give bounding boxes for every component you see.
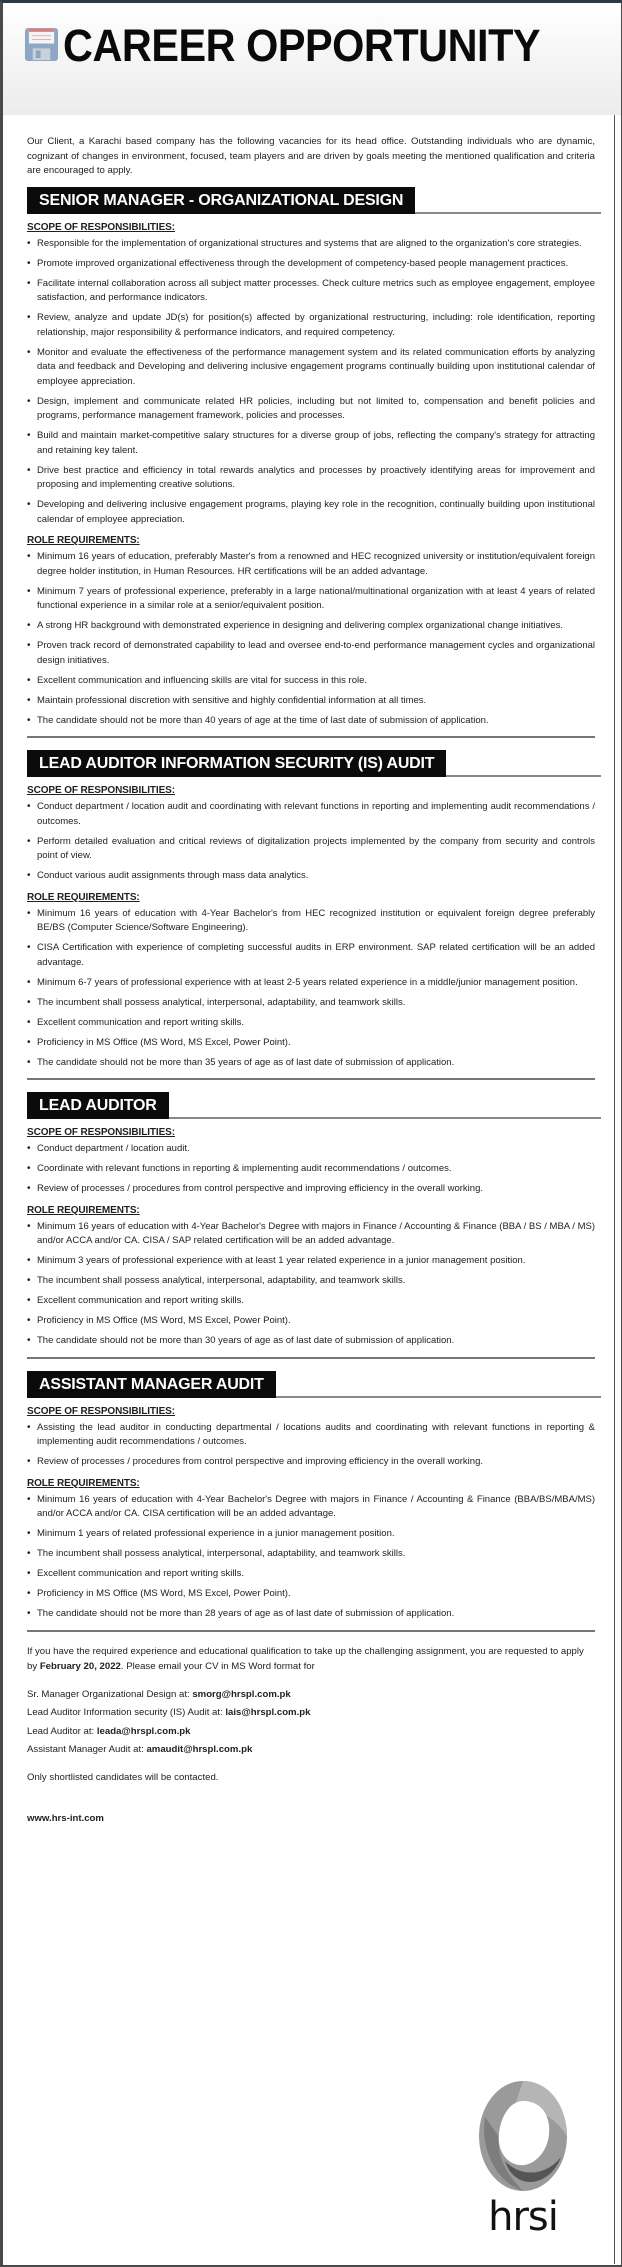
- list-item: • Excellent communication and report writing skills.: [27, 1567, 595, 1582]
- deadline-date: February 20, 2022: [39, 1660, 121, 1672]
- requirements-heading: ROLE REQUIREMENTS:: [27, 535, 140, 546]
- list-item: • Proficiency in MS Office (MS Word, MS Excel, Power Point).: [27, 1587, 595, 1602]
- list-item: • Proficiency in MS Office (MS Word, MS Excel, Power Point).: [27, 1036, 595, 1051]
- contact-label: Sr. Manager Organizational Design at:: [27, 1688, 193, 1700]
- intro-paragraph: Our Client, a Karachi based company has the following vacancies for its head office. Outstanding individuals who are dynamic, cognizant of changes in environment, focused, team players and are driven by goals meeting the mentioned qualification and criteria are encouraged to apply.: [27, 136, 595, 176]
- list-item: • Minimum 3 years of professional experience with at least 1 year related experience in a junior management position.: [27, 1254, 595, 1269]
- list-item: • Excellent communication and report writing skills.: [27, 1016, 595, 1031]
- list-item: • Minimum 16 years of education, preferably Master's from a renowned and HEC recognized university or institution/equivalent foreign degree holder institution, in Human Resources. HR certifications will be an added advantage.: [27, 550, 595, 579]
- job-title: SENIOR MANAGER - ORGANIZATIONAL DESIGN: [27, 187, 415, 214]
- floppy-disk-icon: [24, 27, 59, 62]
- scope-list: [27, 237, 601, 528]
- requirements-heading: ROLE REQUIREMENTS:: [27, 1204, 140, 1216]
- job-title: LEAD AUDITOR: [27, 1092, 169, 1119]
- job-title: LEAD AUDITOR INFORMATION SECURITY (IS) AUDIT: [27, 750, 446, 777]
- scope-list: [27, 800, 601, 884]
- list-item: • The candidate should not be more than 28 years of age as of last date of submission of application.: [27, 1607, 595, 1622]
- page-title: CAREER OPPORTUNITY: [63, 20, 541, 71]
- frame-inner-border: [4, 4, 615, 2264]
- list-item: • Conduct various audit assignments through mass data analytics.: [27, 869, 595, 884]
- requirements-heading: ROLE REQUIREMENTS:: [27, 891, 140, 903]
- list-item: • The candidate should not be more than 40 years of age at the time of last date of submission of application.: [27, 714, 595, 729]
- requirements-list: [27, 907, 601, 1071]
- job-title: ASSISTANT MANAGER AUDIT: [27, 1371, 276, 1398]
- content: [3, 135, 621, 1824]
- list-item: • Excellent communication and report writing skills.: [27, 1294, 595, 1309]
- list-item: • Conduct department / location audit and coordinating with relevant functions in reporting and implementing audit recommendations / outcomes.: [27, 800, 595, 829]
- list-item: • The incumbent shall possess analytical, interpersonal, adaptability, and teamwork skills.: [27, 996, 595, 1011]
- job-heading: [27, 750, 601, 777]
- list-item: • CISA Certification with experience of completing successful audits in ERP environment. SAP related certification will be an added advantage.: [27, 941, 595, 970]
- list-item: • Maintain professional discretion with sensitive and highly confidential information at all times.: [27, 694, 595, 709]
- list-item: • Responsible for the implementation of organizational structures and systems that are aligned to the organization's core strategies.: [27, 237, 595, 252]
- list-item: • Review of processes / procedures from control perspective and improving efficiency in the overall working.: [27, 1182, 595, 1197]
- closing-text-end: . Please email your CV in MS Word format for: [120, 1660, 315, 1672]
- scope-heading: SCOPE OF RESPONSIBILITIES:: [27, 1405, 175, 1417]
- list-item: • Minimum 7 years of professional experience, preferably in a large national/multinational organization with at least 4 years of related functional experience in a similar role at a senior/equivalent position.: [27, 585, 595, 614]
- header: [3, 3, 621, 115]
- contact-email-link[interactable]: smorg@hrspl.com.pk: [192, 1688, 291, 1700]
- list-item: • Proficiency in MS Office (MS Word, MS Excel, Power Point).: [27, 1314, 595, 1329]
- requirements-list: [27, 550, 601, 728]
- contact-label: Lead Auditor Information security (IS) Audit at:: [27, 1707, 226, 1718]
- list-item: • Review, analyze and update JD(s) for position(s) affected by organizational restructuring, including: role identification, reporting relationship, major responsibility & performance indicators, and required competency.: [27, 311, 595, 340]
- list-item: • Facilitate internal collaboration across all subject matter processes. Check culture metrics such as employee engagement, employee satisfaction, and performance indicators.: [27, 277, 595, 306]
- requirements-heading: ROLE REQUIREMENTS:: [27, 1477, 140, 1489]
- list-item: • Minimum 1 years of related professional experience in a junior management position.: [27, 1527, 595, 1542]
- list-item: • Minimum 16 years of education with 4-Year Bachelor's from HEC recognized institution or equivalent foreign degree preferably BE/BS (Computer Science/Software Engineering).: [27, 907, 595, 936]
- contact-email-link[interactable]: lais@hrspl.com.pk: [225, 1707, 311, 1718]
- list-item: • Minimum 6-7 years of professional experience with at least 2-5 years related experience in a middle/junior management position.: [27, 976, 595, 991]
- contact-label: Assistant Manager Audit at:: [27, 1744, 147, 1755]
- list-item: • Minimum 16 years of education with 4-Year Bachelor's Degree with majors in Finance / Accounting & Finance (BBA/BS/MBA/MS) and/or ACCA and/or CA. CISA certification will be an added advantage.: [27, 1493, 595, 1522]
- scope-list: [27, 1142, 601, 1197]
- logo-wordmark: hrsi: [488, 2194, 558, 2240]
- list-item: • Review of processes / procedures from control perspective and improving efficiency in the overall working.: [27, 1455, 595, 1470]
- list-item: • A strong HR background with demonstrated experience in designing and delivering complex organizational change initiatives.: [27, 619, 595, 634]
- list-item: • Excellent communication and influencing skills are vital for success in this role.: [27, 674, 595, 689]
- list-item: • Monitor and evaluate the effectiveness of the performance management system and its related communication efforts by analyzing data and feedback and Developing and delivering inclusive engagement programs continually building upon institutional calendar of employee appreciation.: [27, 346, 595, 390]
- list-item: • Conduct department / location audit.: [27, 1142, 595, 1157]
- contact-label: Lead Auditor at:: [27, 1725, 97, 1737]
- job-heading: [27, 187, 601, 214]
- contact-email-link[interactable]: leada@hrspl.com.pk: [96, 1725, 191, 1737]
- list-item: • Drive best practice and efficiency in total rewards analytics and processes by proactively identifying areas for improvement and proposing and implementing creative solutions.: [27, 464, 595, 493]
- list-item: • Assisting the lead auditor in conducting departmental / locations audits and coordinating with relevant functions in reporting & implementing audit recommendations / outcomes.: [27, 1421, 595, 1450]
- hrsi-logo: [475, 2077, 571, 2240]
- job-heading: [27, 1092, 601, 1119]
- list-item: • The incumbent shall possess analytical, interpersonal, adaptability, and teamwork skills.: [27, 1547, 595, 1562]
- hrsi-ring-logo-icon: [475, 2077, 571, 2195]
- scope-heading: SCOPE OF RESPONSIBILITIES:: [27, 785, 175, 796]
- website-link[interactable]: www.hrs-int.com: [27, 1812, 104, 1824]
- scope-heading: SCOPE OF RESPONSIBILITIES:: [27, 1127, 175, 1138]
- list-item: • The candidate should not be more than 30 years of age as of last date of submission of application.: [27, 1334, 595, 1349]
- job-heading: [27, 1371, 601, 1398]
- list-item: • Proven track record of demonstrated capability to lead and oversee end-to-end performance management cycles and organizational design initiatives.: [27, 639, 595, 668]
- list-item: • Build and maintain market-competitive salary structures for a diverse group of jobs, reflecting the company's strategy for attracting and retaining key talent.: [27, 429, 595, 458]
- list-item: • The incumbent shall possess analytical, interpersonal, adaptability, and teamwork skills.: [27, 1274, 595, 1289]
- scope-list: [27, 1421, 601, 1470]
- shortlist-note: Only shortlisted candidates will be contacted.: [27, 1771, 219, 1783]
- list-item: • Promote improved organizational effectiveness through the development of competency-based people management practices.: [27, 257, 595, 272]
- list-item: • Perform detailed evaluation and critical reviews of digitalization projects implemented by the company from security and controls point of view.: [27, 835, 595, 864]
- list-item: • Coordinate with relevant functions in reporting & implementing audit recommendations / outcomes.: [27, 1162, 595, 1177]
- list-item: • The candidate should not be more than 35 years of age as of last date of submission of application.: [27, 1056, 595, 1071]
- closing-text: If you have the required experience and educational qualification to take up the challenging assignment, you are requested to apply by: [27, 1645, 584, 1672]
- list-item: • Minimum 16 years of education with 4-Year Bachelor's Degree with majors in Finance / Accounting & Finance (BBA / BS / MBA / MS) and/or ACCA and/or CA. CISA / SAP related certification will be an added advantage.: [27, 1220, 595, 1249]
- list-item: • Design, implement and communicate related HR policies, including but not limited to, compensation and benefit policies and programs, performance management framework, policies and processes.: [27, 395, 595, 424]
- scope-heading: SCOPE OF RESPONSIBILITIES:: [27, 221, 175, 233]
- contact-email-link[interactable]: amaudit@hrspl.com.pk: [146, 1744, 253, 1755]
- list-item: • Developing and delivering inclusive engagement programs, playing key role in the recognition, continually building upon institutional calendar of employee appreciation.: [27, 498, 595, 527]
